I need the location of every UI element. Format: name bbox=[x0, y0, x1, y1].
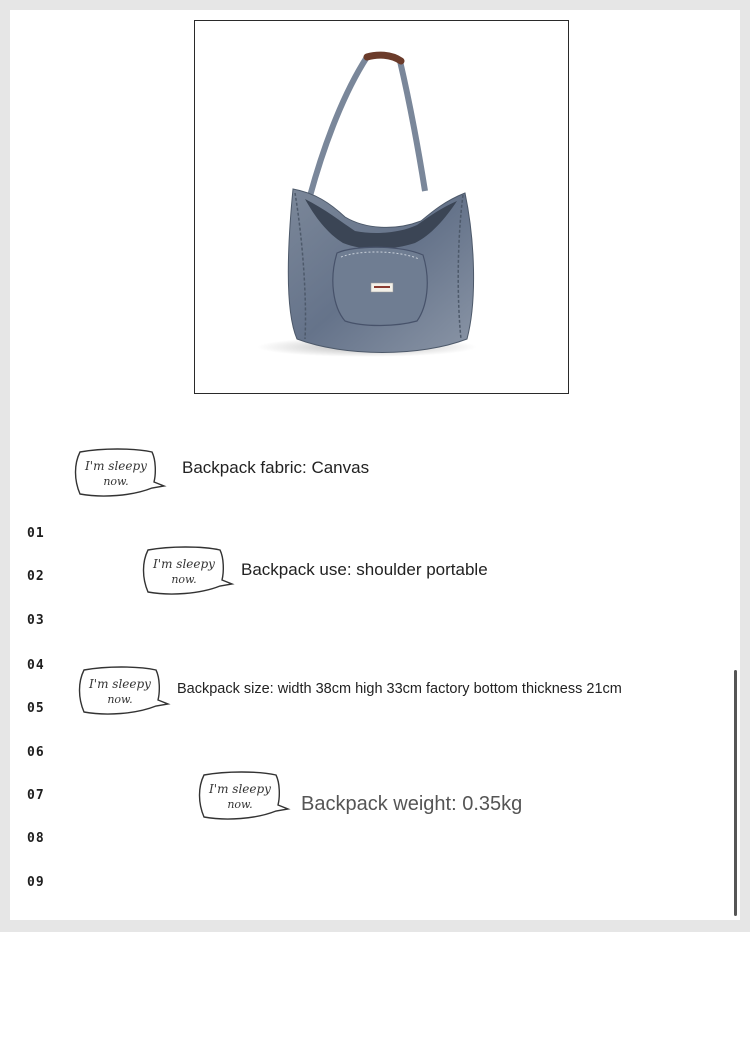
list-number: 04 bbox=[27, 658, 45, 673]
spec-use: Backpack use: shoulder portable bbox=[241, 560, 488, 579]
list-number: 03 bbox=[27, 613, 45, 628]
list-number: 08 bbox=[27, 831, 45, 846]
list-number: 07 bbox=[27, 788, 45, 803]
denim-tote-bag-image bbox=[195, 21, 568, 393]
scrollbar[interactable] bbox=[734, 670, 737, 916]
spec-weight: Backpack weight: 0.35kg bbox=[301, 793, 523, 815]
bubble-text: I'm sleepy bbox=[209, 782, 271, 796]
speech-bubble-icon bbox=[196, 769, 292, 825]
speech-bubble-icon bbox=[140, 544, 236, 600]
list-number: 05 bbox=[27, 701, 45, 716]
bubble-text: I'm sleepy bbox=[89, 677, 151, 691]
bubble-text: now. bbox=[227, 798, 253, 811]
bubble-text: now. bbox=[103, 475, 129, 488]
bubble-text: now. bbox=[107, 693, 133, 706]
list-number: 09 bbox=[27, 875, 45, 890]
spec-size: Backpack size: width 38cm high 33cm factory bottom thickness 21cm bbox=[177, 681, 622, 697]
list-number: 01 bbox=[27, 526, 45, 541]
speech-bubble-icon bbox=[72, 446, 168, 502]
list-number: 06 bbox=[27, 745, 45, 760]
list-number: 02 bbox=[27, 569, 45, 584]
bubble-text: now. bbox=[171, 573, 197, 586]
bubble-text: I'm sleepy bbox=[85, 459, 147, 473]
content-card bbox=[10, 10, 740, 920]
bubble-text: I'm sleepy bbox=[153, 557, 215, 571]
spec-fabric: Backpack fabric: Canvas bbox=[182, 458, 370, 477]
speech-bubble-icon bbox=[76, 664, 172, 720]
product-image-frame bbox=[194, 20, 569, 394]
